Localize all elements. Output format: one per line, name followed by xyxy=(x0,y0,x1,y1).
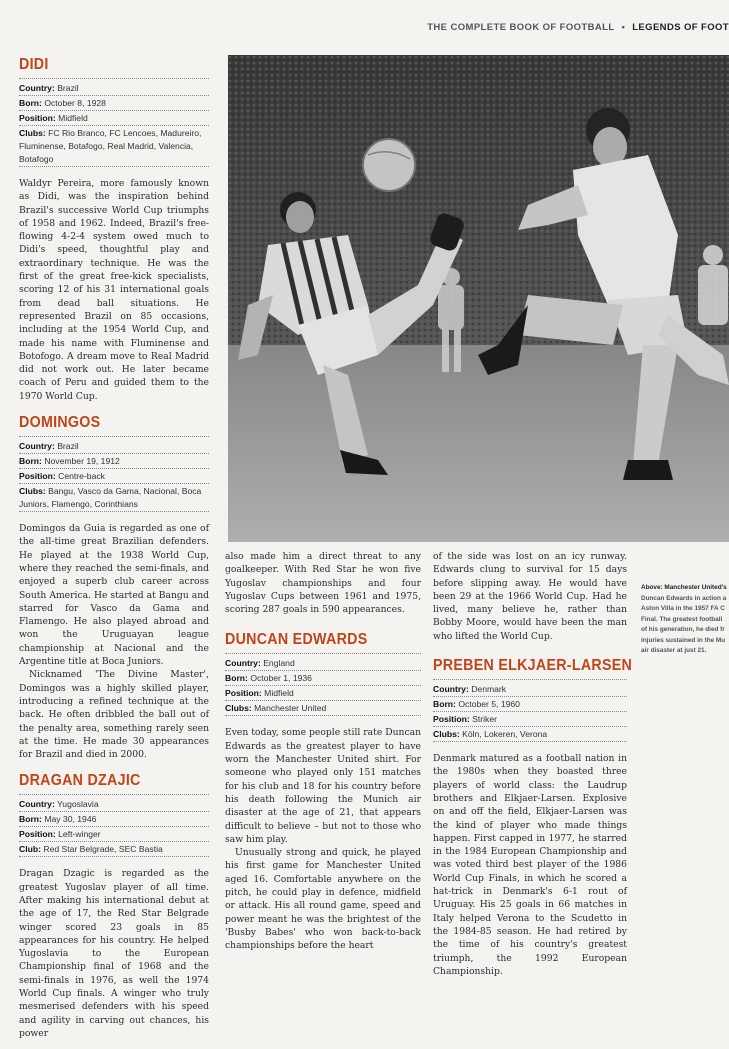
fact-box: Country: England Born: October 1, 1936 Position: Midfield Clubs: Manchester United xyxy=(225,654,421,719)
caption-line: Aston Villa in the 1957 FA C xyxy=(641,605,725,612)
section-title: LEGENDS OF FOOT xyxy=(632,22,729,33)
country-value: Yugoslavia xyxy=(57,798,99,809)
player-bio: Domingos da Guia is regarded as one of the all-time great Brazilian defenders. He played at the 1938 World Cup, where they reached the semi-finals, and enjoyed a superb club career across South America. He started at Bangu and starred for Vasco da Gama and Flamengo. He also played abroad and won the Uruguayan league championship at Nacional and the Argentine title at Boca Juniors. Nicknamed 'The Divine Master', Domingos was a highly skilled player, introducing a refined technique at the back. He often dribbled the ball out of the penalty area, something rarely seen at the time. He made 30 appearances for Brazil and died in 2000. xyxy=(19,523,209,761)
caption-lead: Above: Manchester United's xyxy=(641,584,727,591)
country-value: Denmark xyxy=(471,683,507,694)
photo-illustration xyxy=(228,55,729,542)
country-value: Brazil xyxy=(57,82,79,93)
player-entry-edwards xyxy=(225,631,421,952)
book-title: THE COMPLETE BOOK OF FOOTBALL xyxy=(427,22,615,33)
position-value: Centre-back xyxy=(58,470,105,481)
position-value: Left-winger xyxy=(58,828,101,839)
country-value: England xyxy=(263,657,295,668)
continued-text-edwards: of the side was lost on an icy runway. Edwards clung to survival for 15 days before slipping away. He would have been 29 at the 1966 World Cup. Had he lived, many believe he, rather than Bobby Moore, would have been the man who lifted the World Cup. xyxy=(433,551,627,642)
player-bio: Dragan Dzagic is regarded as the greatest Yugoslav player of all time. After making his international debut at the age of 17, the Red Star Belgrade winger scored 23 goals in 85 appearances for his country. He helped Yugoslavia to the European Championship final of 1968 and the semi-finals in 1976, as well the 1974 World Cup finals. A winger who truly mesmerised defenders with his speed and agility in carving out chances, his power xyxy=(19,868,209,1039)
clubs-value: Köln, Lokeren, Verona xyxy=(462,728,548,739)
country-value: Brazil xyxy=(57,440,79,451)
clubs-value: Bangu, Vasco da Gama, Nacional, Boca Juniors, Flamengo, Corinthians xyxy=(19,485,202,509)
caption-line: Duncan Edwards in action a xyxy=(641,594,727,602)
caption-line: of his generation, he died fr xyxy=(641,626,725,633)
fact-box: Country: Denmark Born: October 5, 1960 Position: Striker Clubs: Köln, Lokeren, Verona xyxy=(433,680,627,745)
player-name: DIDI xyxy=(19,56,49,73)
clubs-value: FC Rio Branco, FC Lencoes, Madureiro, Fluminense, Botafogo, Real Madrid, Valencia, Botafogo xyxy=(19,127,202,164)
player-bio: Even today, some people still rate Duncan Edwards as the greatest player to have worn the Manchester United shirt. For someone who played only 151 matches for his club and 18 for his country before his death following the Munich air disaster at the age of 21, that appears difficult to believe – but not to those who saw him play. Unusually strong and quick, he played his first game for Manchester United aged 16. Comfortable anywhere on the pitch, he could play in defence, midfield or attack. His all round game, speed and power meant he was the brightest of the 'Busby Babes' who won back-to-back championships before the heart xyxy=(225,727,421,952)
column-3 xyxy=(433,550,633,987)
position-value: Striker xyxy=(472,713,497,724)
player-bio: Waldyr Pereira, more famously known as Didi, was the inspiration behind Brazil's successive World Cup triumphs of 1958 and 1962. Indeed, Brazil's free-flowing 4-2-4 system owed much to Didi's speed, thoughtful play and extraordinary technique. He was the first of the great free-kick specialists, scoring 12 of his 31 international goals from dead ball situations. He represented Brazil on 85 occasions, including at the 1954 World Cup, and made his name with Fluminense and Botofogo. A dream move to Real Madrid did not work out. He later became coach of Peru and guided them to the 1970 World Cup. xyxy=(19,178,209,402)
match-photo xyxy=(228,55,729,542)
caption-line: Final. The greatest football xyxy=(641,615,723,623)
clubs-value: Manchester United xyxy=(254,702,327,713)
born-value: October 1, 1936 xyxy=(250,672,312,683)
club-value: Red Star Belgrade, SEC Bastia xyxy=(43,843,163,854)
caption-line: air disaster at just 21. xyxy=(641,647,707,654)
continued-text-dzajic: also made him a direct threat to any goalkeeper. With Red Star he won five Yugoslav championships and four Yugoslav Cups between 1961 and 1975, scoring 287 goals in 590 appearances. xyxy=(225,551,421,616)
photo-caption xyxy=(641,583,729,657)
position-value: Midfield xyxy=(58,112,88,123)
player-name: DUNCAN EDWARDS xyxy=(225,631,368,649)
player-bio: Denmark matured as a football nation in the 1980s when they boasted three players of world class: the Laudrup brothers and Elkjaer-Larsen. Explosive on and off the field, Elkjaer-Larsen was the kind of player who made things happen. First capped in 1977, he starred in the 1984 European Championship and was voted third best player of the 1986 World Cup Finals, in which he scored a hat-trick in Denmark's 6-1 rout of Uruguay. His 25 goals in 66 matches in Italy helped Verona to the Scudetto in the 1984-85 season. He had retired by the time of his country's greatest triumph, the 1992 European Championship. xyxy=(433,753,627,977)
position-value: Midfield xyxy=(264,687,294,698)
fact-box: Country: Brazil Born: November 19, 1912 Position: Centre-back Clubs: Bangu, Vasco da Gama, Nacional, Boca Juniors, Flamengo, Corinthians xyxy=(19,437,209,515)
player-entry-didi xyxy=(19,56,209,403)
player-name: PREBEN ELKJAER-LARSEN xyxy=(433,657,633,675)
player-entry-dzajic xyxy=(19,772,209,1040)
born-value: October 5, 1960 xyxy=(458,698,520,709)
player-entry-domingos xyxy=(19,414,209,761)
header-separator: • xyxy=(621,22,626,33)
column-2 xyxy=(225,550,421,962)
player-name: DOMINGOS xyxy=(19,414,101,432)
born-value: October 8, 1928 xyxy=(44,97,106,108)
player-name: DRAGAN DZAJIC xyxy=(19,772,141,790)
fact-box: Country: Brazil Born: October 8, 1928 Position: Midfield Clubs: FC Rio Branco, FC Lencoes, Madureiro, Fluminense, Botafogo, Real Madrid, Valencia, Botafogo xyxy=(19,79,209,170)
running-header xyxy=(427,22,729,33)
column-1 xyxy=(19,56,209,1049)
born-value: November 19, 1912 xyxy=(44,455,120,466)
fact-box: Country: Yugoslavia Born: May 30, 1946 Position: Left-winger Club: Red Star Belgrade, SEC Bastia xyxy=(19,795,209,860)
player-entry-larsen xyxy=(433,657,633,978)
born-value: May 30, 1946 xyxy=(44,813,97,824)
caption-line: injuries sustained in the Mu xyxy=(641,636,726,644)
